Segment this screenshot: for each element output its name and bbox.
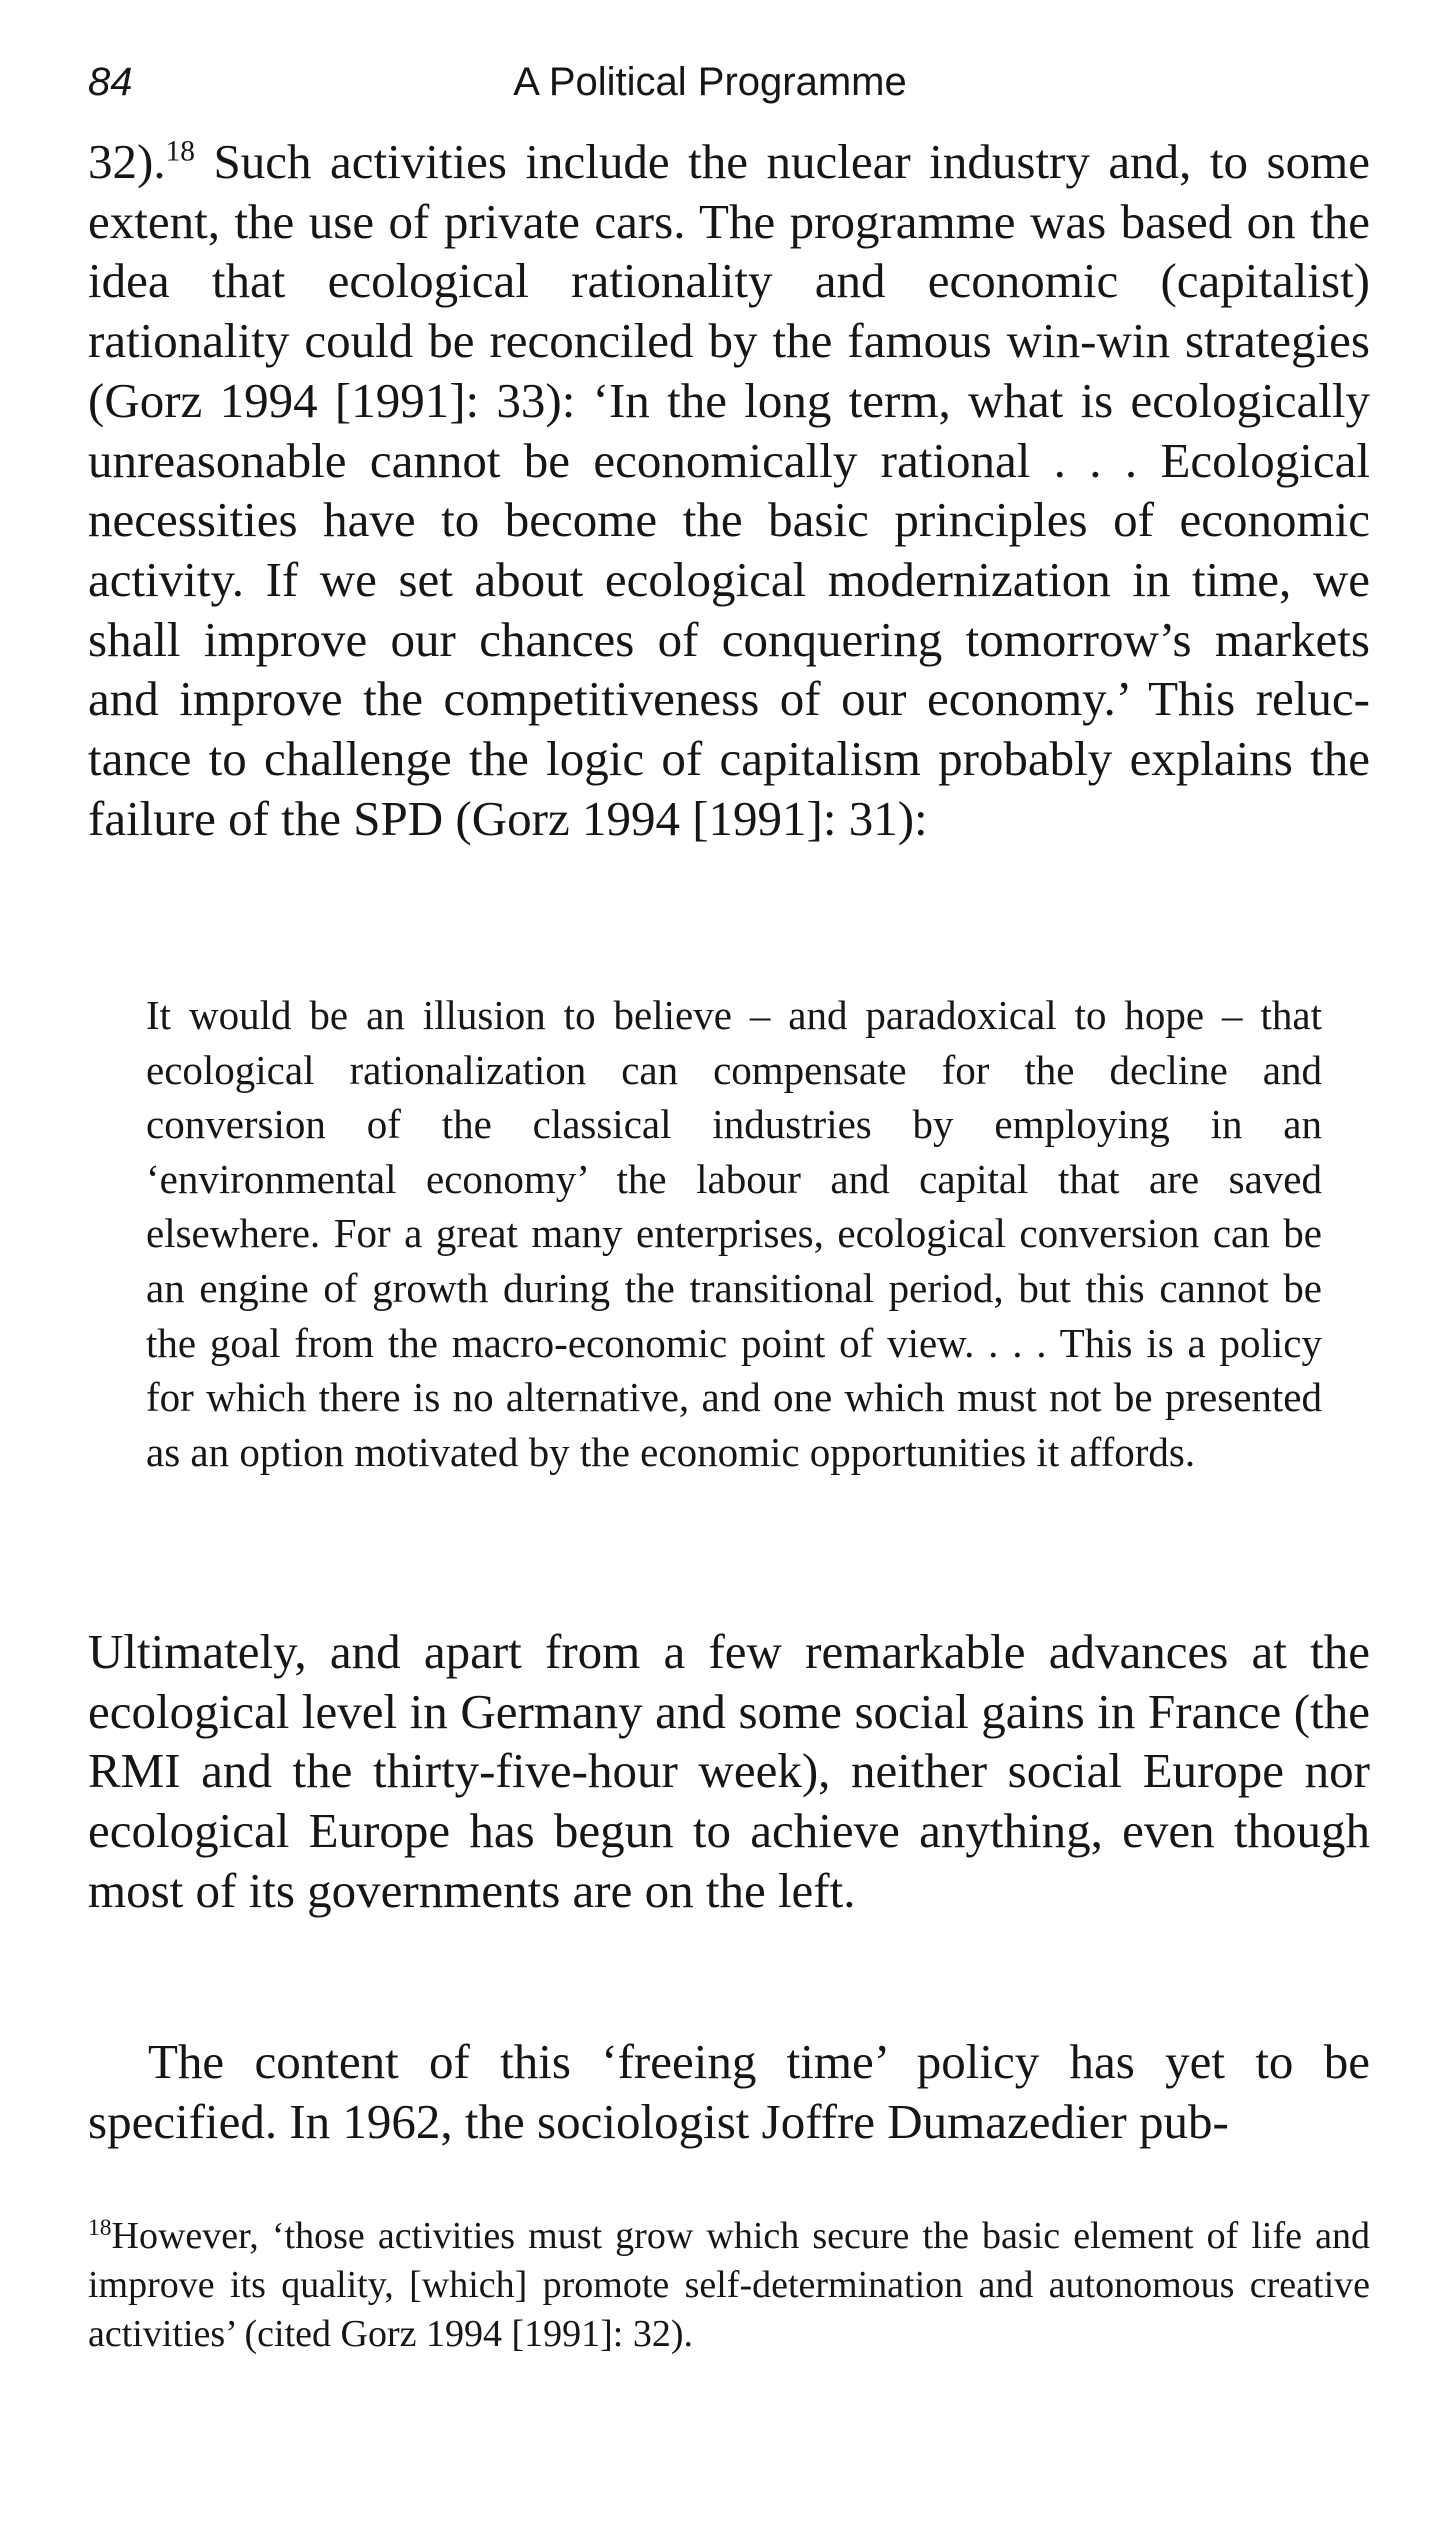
paragraph-3-text: The content of this ‘freeing time’ policy has yet to be specified. In 1962, the sociologist Joffre Dumazedier pub-: [88, 2034, 1370, 2149]
paragraph-1: [88, 132, 1370, 848]
page-number: 84: [88, 60, 133, 104]
footnote-reference[interactable]: 18: [165, 135, 195, 168]
page-header: [88, 52, 1372, 112]
paragraph-1-text: Such activities include the nuclear industry and, to some extent, the use of private cars. The programme was based on the idea that ecological rationality and economic (capitalist) rationality could be reconciled by the famous win-win strategies (Gorz 1994 [1991]: 33): ‘In the long term, what is ecologically unreasonable cannot be economically rational . . . Ecological necessities have to become the basic principles of economic activity. If we set about ecological modernization in time, we shall improve our chances of conquering tomorrow’s markets and improve the competitiveness of our economy.’ This reluctance to challenge the logic of capitalism probably explains the failure of the SPD (Gorz 1994 [1991]: 31):: [88, 134, 1370, 846]
paragraph-2-text: Ultimately, and apart from a few remarkable advances at the ecological level in Germany and some social gains in France (the RMI and the thirty-five-hour week), neither social Europe nor ecological Europe has begun to achieve anything, even though most of its governments are on the left.: [88, 1624, 1370, 1918]
paragraph-3: [88, 2032, 1370, 2151]
footnote: [88, 2212, 1370, 2359]
block-quote-text: It would be an illusion to believe – and paradoxical to hope – that ecological rationalization can compensate for the decline and conversion of the classical industries by employing in an ‘environmental economy’ the labour and capital that are saved elsewhere. For a great many enterprises, ecological conversion can be an engine of growth during the transitional period, but this cannot be the goal from the macro-economic point of view. . . . This is a policy for which there is no alternative, and one which must not be presented as an option motivated by the economic opportunities it affords.: [146, 992, 1322, 1475]
block-quote: [146, 988, 1322, 1479]
footnote-text: However, ‘those activities must grow which secure the basic element of life and improve its quality, [which] promote self-determination and autonomous creative activities’ (cited Gorz 1994 [1991]: 32).: [88, 2215, 1370, 2355]
paragraph-2: [88, 1622, 1370, 1921]
footnote-marker: 18: [88, 2215, 112, 2242]
running-head: A Political Programme: [513, 60, 907, 104]
paragraph-1-lead: 32).: [88, 134, 166, 189]
